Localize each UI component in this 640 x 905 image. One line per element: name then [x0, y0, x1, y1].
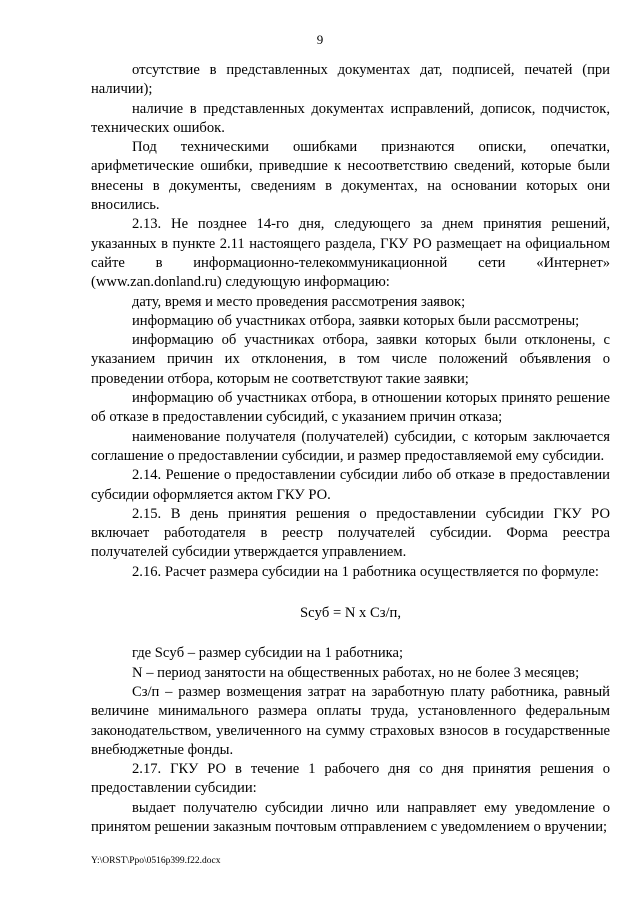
- paragraph: наименование получателя (получателей) субсидии, с которым заключается соглашение о предоставлении субсидии, и размер предоставляемой ему субсидии.: [91, 428, 610, 464]
- formula-definition: N – период занятости на общественных работах, но не более 3 месяцев;: [132, 664, 580, 681]
- paragraph-2-16: 2.16. Расчет размера субсидии на 1 работника осуществляется по формуле:: [132, 563, 599, 580]
- paragraph-2-17: 2.17. ГКУ РО в течение 1 рабочего дня со дня принятия решения о предоставлении субсидии:: [91, 761, 610, 797]
- paragraph: информацию об участниках отбора, в отношении которых принято решение об отказе в предоставлении субсидий, с указанием причин отказа;: [91, 390, 610, 426]
- paragraph: информацию об участниках отбора, заявки которых были отклонены, с указанием причин их отклонения, в том числе положений объявления о проведении отбора, которым не соответствуют такие заявки;: [91, 332, 610, 387]
- footer-file-path: Y:\ORST\Ppo\0516p399.f22.docx: [91, 856, 221, 866]
- subsidy-formula: Scyб = N x Сз/п,: [300, 605, 401, 622]
- formula-definition: где Scyб – размер субсидии на 1 работника;: [132, 645, 404, 662]
- paragraph: выдает получателю субсидии лично или направляет ему уведомление о принятом решении заказным почтовым отправлением с уведомлением о вручении;: [91, 799, 610, 835]
- document-body: [91, 61, 610, 837]
- paragraph: отсутствие в представленных документах дат, подписей, печатей (при наличии);: [91, 62, 610, 98]
- paragraph-2-13: 2.13. Не позднее 14-го дня, следующего за днем принятия решений, указанных в пункте 2.11 настоящего раздела, ГКУ РО размещает на официальном сайте в информационно-телекоммуникационной сети «Интернет» (www.zan.donland.ru) следующую информацию:: [91, 216, 610, 291]
- paragraph: информацию об участниках отбора, заявки которых были рассмотрены;: [132, 312, 580, 329]
- paragraph: наличие в представленных документах исправлений, дописок, подчисток, технических ошибок.: [91, 100, 610, 136]
- formula-definition: Сз/п – размер возмещения затрат на заработную плату работника, равный величине минимального размера оплаты труда, установленного федеральным законодательством, увеличенного на сумму страховых взносов в государственные внебюджетные фонды.: [91, 683, 610, 758]
- paragraph: Под техническими ошибками признаются описки, опечатки, арифметические ошибки, приведшие к несоответствию сведений, которые были внесены в документы, сведениям в документах, на основании которых они вносились.: [91, 139, 610, 214]
- paragraph: дату, время и место проведения рассмотрения заявок;: [132, 293, 466, 310]
- paragraph-2-15: 2.15. В день принятия решения о предоставлении субсидии ГКУ РО включает работодателя в реестр получателей субсидии. Форма реестра получателей субсидии утверждается управлением.: [91, 505, 610, 561]
- paragraph-2-14: 2.14. Решение о предоставлении субсидии либо об отказе в предоставлении субсидии оформляется актом ГКУ РО.: [91, 467, 610, 503]
- page-number: 9: [316, 32, 324, 47]
